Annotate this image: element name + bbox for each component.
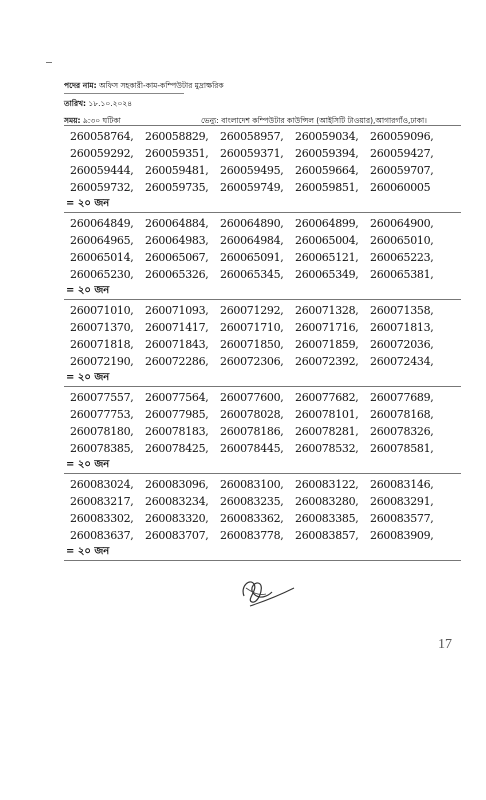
roll-number: 260083146, — [370, 478, 434, 491]
roll-number: 260083280, — [295, 495, 359, 508]
post-name-line — [64, 81, 224, 91]
roll-row — [70, 406, 461, 423]
candidate-count: = ২০ জন — [66, 285, 110, 296]
roll-number: 260083707, — [145, 529, 209, 542]
roll-number: 260060005 — [370, 181, 431, 194]
roll-number: 260059749, — [220, 181, 284, 194]
roll-number: 260065067, — [145, 251, 209, 264]
roll-row — [70, 232, 461, 249]
roll-number: 260064965, — [70, 234, 134, 247]
roll-number: 260077985, — [145, 408, 209, 421]
roll-number: 260072306, — [220, 355, 284, 368]
roll-number: 260071716, — [295, 321, 359, 334]
roll-row — [70, 493, 461, 510]
header-underline — [64, 93, 184, 94]
roll-number: 260083096, — [145, 478, 209, 491]
roll-number: 260071850, — [220, 338, 284, 351]
roll-number-table — [64, 125, 461, 561]
roll-row — [70, 249, 461, 266]
roll-number: 260072036, — [370, 338, 434, 351]
roll-number: 260059735, — [145, 181, 209, 194]
roll-number: 260083122, — [295, 478, 359, 491]
roll-number: 260078028, — [220, 408, 284, 421]
post-name-label: পদের নাম: — [64, 81, 97, 90]
roll-number-list — [64, 474, 461, 544]
roll-number: 260059707, — [370, 164, 434, 177]
roll-number: 260071417, — [145, 321, 209, 334]
date-value: ১৮.১০.২০২৪ — [88, 99, 133, 108]
roll-number: 260064890, — [220, 217, 284, 230]
roll-number: 260078425, — [145, 442, 209, 455]
roll-number: 260071292, — [220, 304, 284, 317]
roll-number: 260064983, — [145, 234, 209, 247]
roll-row — [70, 162, 461, 179]
roll-row — [70, 527, 461, 544]
roll-number: 260077600, — [220, 391, 284, 404]
roll-number: 260065091, — [220, 251, 284, 264]
roll-number: 260078186, — [220, 425, 284, 438]
roll-number: 260071859, — [295, 338, 359, 351]
roll-number: 260083857, — [295, 529, 359, 542]
roll-number: 260083217, — [70, 495, 134, 508]
roll-number: 260072286, — [145, 355, 209, 368]
roll-number: 260078445, — [220, 442, 284, 455]
roll-row — [70, 302, 461, 319]
roll-number: 260064849, — [70, 217, 134, 230]
roll-number: 260065004, — [295, 234, 359, 247]
roll-number: 260078581, — [370, 442, 434, 455]
roll-number: 260071093, — [145, 304, 209, 317]
roll-number: 260077682, — [295, 391, 359, 404]
roll-number: 260083302, — [70, 512, 134, 525]
roll-number: 260065014, — [70, 251, 134, 264]
roll-number: 260083024, — [70, 478, 134, 491]
roll-number: 260059664, — [295, 164, 359, 177]
roll-block — [64, 125, 461, 212]
roll-number: 260078385, — [70, 442, 134, 455]
roll-number: 260059371, — [220, 147, 284, 160]
roll-number: 260072434, — [370, 355, 434, 368]
roll-row — [70, 353, 461, 370]
page-number: 17 — [438, 637, 452, 652]
roll-number: 260064884, — [145, 217, 209, 230]
roll-row — [70, 215, 461, 232]
roll-number: 260083385, — [295, 512, 359, 525]
date-line — [64, 99, 132, 109]
roll-number: 260059851, — [295, 181, 359, 194]
candidate-count: = ২০ জন — [66, 198, 110, 209]
roll-number: 260077557, — [70, 391, 134, 404]
roll-number: 260077564, — [145, 391, 209, 404]
roll-number: 260071813, — [370, 321, 434, 334]
roll-block — [64, 386, 461, 473]
roll-number: 260059732, — [70, 181, 134, 194]
roll-number: 260065223, — [370, 251, 434, 264]
roll-number: 260083320, — [145, 512, 209, 525]
roll-number: 260071710, — [220, 321, 284, 334]
roll-number: 260083778, — [220, 529, 284, 542]
roll-number: 260058764, — [70, 130, 134, 143]
roll-row — [70, 128, 461, 145]
roll-number: 260071843, — [145, 338, 209, 351]
time-label: সময়: — [64, 116, 81, 125]
roll-number-list — [64, 213, 461, 283]
roll-number: 260083100, — [220, 478, 284, 491]
roll-number: 260065010, — [370, 234, 434, 247]
roll-number: 260059427, — [370, 147, 434, 160]
roll-number: 260059351, — [145, 147, 209, 160]
signature-image — [232, 566, 302, 616]
roll-number: 260071370, — [70, 321, 134, 334]
roll-number: 260059444, — [70, 164, 134, 177]
candidate-count: = ২০ জন — [66, 459, 110, 470]
roll-block — [64, 473, 461, 561]
roll-block — [64, 299, 461, 386]
roll-number: 260064899, — [295, 217, 359, 230]
roll-row — [70, 179, 461, 196]
candidate-count: = ২০ জন — [66, 372, 110, 383]
roll-number: 260064900, — [370, 217, 434, 230]
roll-number: 260078532, — [295, 442, 359, 455]
roll-number: 260083234, — [145, 495, 209, 508]
roll-number: 260071358, — [370, 304, 434, 317]
roll-number: 260059481, — [145, 164, 209, 177]
roll-number: 260078168, — [370, 408, 434, 421]
venue-text: ভেন্যু: বাংলাদেশ কম্পিউটার কাউন্সিল (আইসিটি টাওয়ার),আগারগাঁও,ঢাকা। — [201, 116, 427, 125]
roll-number: 260065121, — [295, 251, 359, 264]
roll-number: 260078101, — [295, 408, 359, 421]
roll-number: 260059292, — [70, 147, 134, 160]
roll-number-list — [64, 387, 461, 457]
roll-number: 260077753, — [70, 408, 134, 421]
roll-row — [70, 145, 461, 162]
page-corner-mark — [46, 62, 52, 63]
roll-row — [70, 423, 461, 440]
roll-number-list — [64, 300, 461, 370]
roll-row — [70, 266, 461, 283]
roll-number: 260065345, — [220, 268, 284, 281]
roll-number: 260083577, — [370, 512, 434, 525]
roll-number: 260072392, — [295, 355, 359, 368]
roll-number-list — [64, 126, 461, 196]
roll-number: 260065381, — [370, 268, 434, 281]
roll-number: 260065326, — [145, 268, 209, 281]
roll-number: 260059394, — [295, 147, 359, 160]
roll-number: 260083637, — [70, 529, 134, 542]
roll-number: 260059034, — [295, 130, 359, 143]
roll-number: 260077689, — [370, 391, 434, 404]
roll-number: 260059495, — [220, 164, 284, 177]
roll-number: 260058957, — [220, 130, 284, 143]
roll-row — [70, 336, 461, 353]
roll-row — [70, 319, 461, 336]
roll-number: 260078180, — [70, 425, 134, 438]
roll-number: 260072190, — [70, 355, 134, 368]
roll-number: 260064984, — [220, 234, 284, 247]
roll-number: 260078281, — [295, 425, 359, 438]
date-label: তারিখ: — [64, 99, 86, 108]
roll-row — [70, 440, 461, 457]
roll-row — [70, 389, 461, 406]
roll-number: 260071818, — [70, 338, 134, 351]
time-value: ৯:৩০ ঘটিকা — [82, 116, 121, 125]
roll-number: 260071328, — [295, 304, 359, 317]
roll-number: 260065230, — [70, 268, 134, 281]
roll-number: 260058829, — [145, 130, 209, 143]
roll-number: 260065349, — [295, 268, 359, 281]
roll-number: 260083235, — [220, 495, 284, 508]
roll-number: 260071010, — [70, 304, 134, 317]
roll-number: 260078326, — [370, 425, 434, 438]
roll-number: 260083362, — [220, 512, 284, 525]
post-name-value: অফিস সহকারী-কাম-কম্পিউটার মুদ্রাক্ষরিক — [99, 81, 224, 90]
roll-number: 260083909, — [370, 529, 434, 542]
roll-number: 260059096, — [370, 130, 434, 143]
roll-number: 260083291, — [370, 495, 434, 508]
roll-row — [70, 510, 461, 527]
candidate-count: = ২০ জন — [66, 546, 110, 557]
roll-block — [64, 212, 461, 299]
roll-row — [70, 476, 461, 493]
roll-number: 260078183, — [145, 425, 209, 438]
